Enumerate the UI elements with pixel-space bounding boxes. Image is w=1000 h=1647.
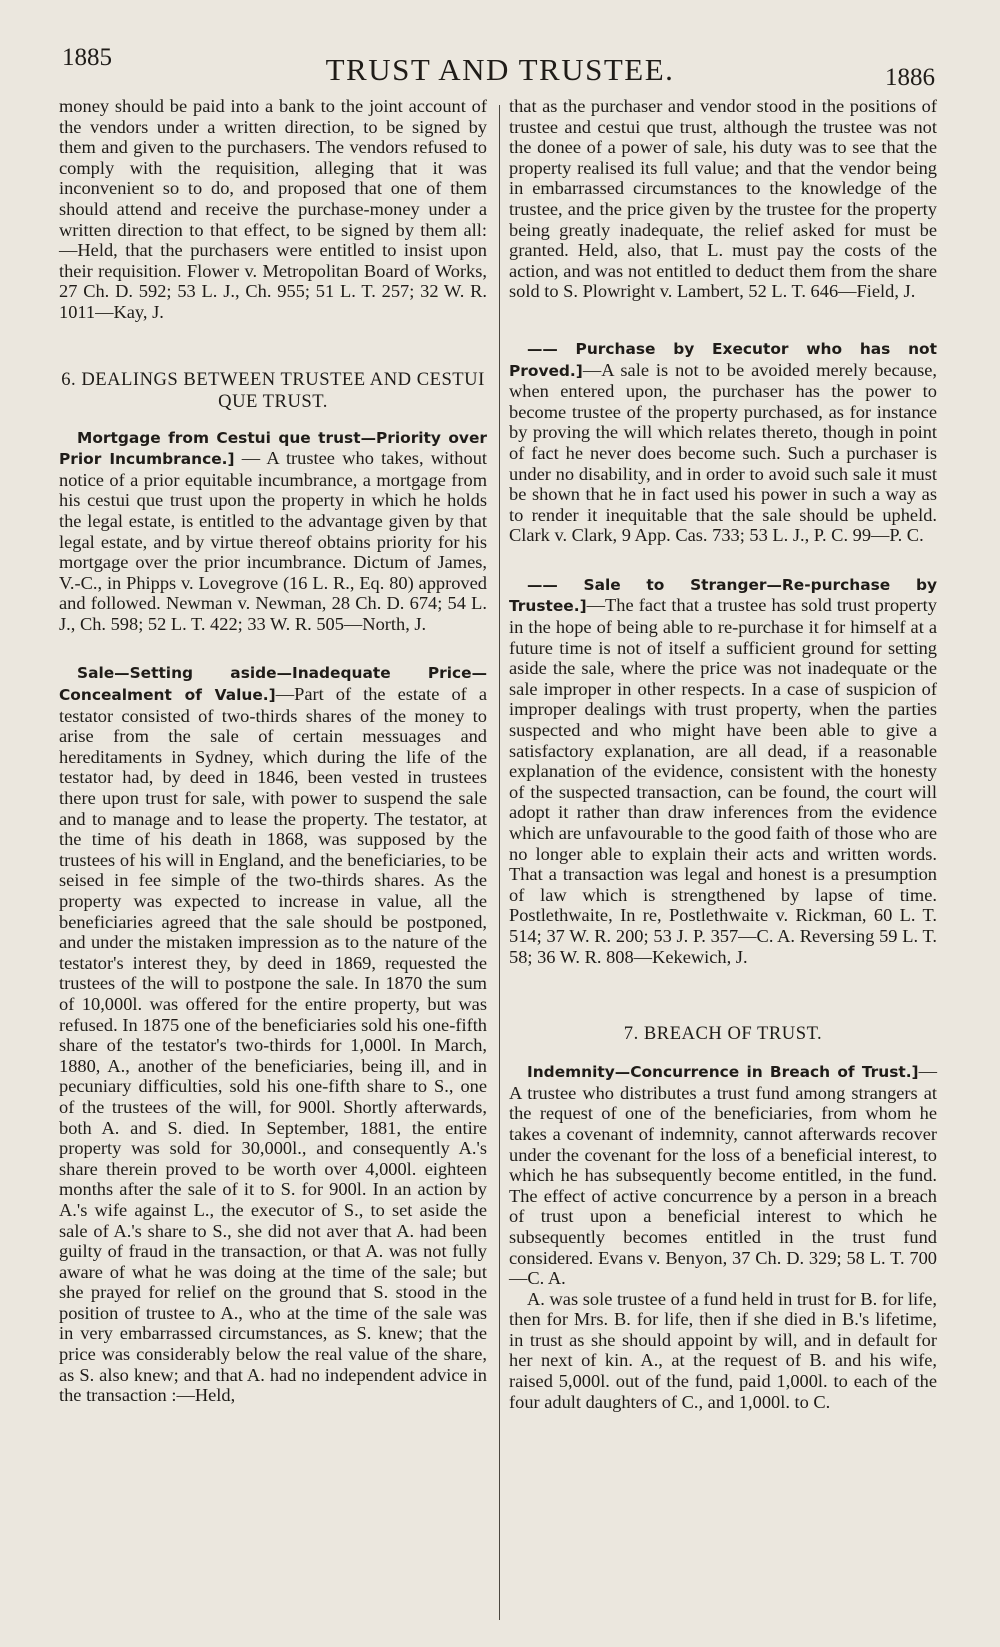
right-column <box>509 96 937 1412</box>
catchword-executor: —— Purchase by Executor who has not Proved.] <box>509 339 937 380</box>
section-heading-breach: 7. BREACH OF TRUST. <box>623 1023 823 1045</box>
body-indemnity: —A trustee who distributes a trust fund among strangers at the request of one of the beneficiaries, from whom he takes a covenant of indemnity, cannot afterwards recover under the covenant for the loss of a beneficial interest, to which he has subsequently become entitled, in the fund. The effect of active concurrence by a person in a breach of trust upon a beneficial interest to which he subsequently becomes entitled in the trust fund considered. Evans v. Benyon, 37 Ch. D. 329; 58 L. T. 700—C. A. <box>509 1061 937 1289</box>
catchword-indemnity: Indemnity—Concurrence in Breach of Trust.] <box>527 1063 919 1082</box>
paragraph-flower-case: money should be paid into a bank to the joint account of the vendors under a written direction, to be signed by them and given to the purchasers. The vendors refused to comply with the requisition, alleging that it was inconvenient so to do, and proposed that one of them should attend and receive the purchase-money under a written direction to that effect, to be signed by them all: —Held, that the purchasers were entitled to insist upon their requisition. Flower v. Metropolitan Board of Works, 27 Ch. D. 592; 53 L. J., Ch. 955; 51 L. T. 257; 32 W. R. 1011—Kay, J. <box>59 96 487 322</box>
paragraph-executor-not-proved <box>509 338 937 546</box>
catchword-sale: Sale—Setting aside—Inadequate Price—Concealment of Value.] <box>59 664 487 705</box>
catchword-stranger: —— Sale to Stranger—Re-purchase by Trustee.] <box>509 575 937 616</box>
paragraph-mortgage-priority <box>59 427 487 635</box>
body-mortgage: — A trustee who takes, without notice of a prior equitable incumbrance, a mortgage from his cestui que trust upon the property in which he holds the legal estate, is entitled to the advantage given by that legal estate, and by virtue thereof obtains priority for his mortgage over the prior incumbrance. Dictum of James, V.-C., in Phipps v. Lovegrove (16 L. R., Eq. 80) approved and followed. Newman v. Newman, 28 Ch. D. 674; 54 L. J., Ch. 598; 52 L. T. 422; 33 W. R. 505—North, J. <box>59 448 487 634</box>
column-number-left: 1885 <box>62 44 112 71</box>
left-column <box>59 96 487 1406</box>
paragraph-sale-to-stranger <box>509 574 937 967</box>
paragraph-sale-setting-aside <box>59 662 487 1405</box>
paragraph-indemnity <box>509 1061 937 1289</box>
paragraph-plowright-case: that as the purchaser and vendor stood in the positions of trustee and cestui que trust, although the trustee was not the donee of a power of sale, his duty was to see that the property realised its full value; and that the vendor being in embarrassed circumstances to the knowledge of the trustee, and the price given by the trustee for the property being greatly inadequate, the relief asked for must be granted. Held, also, that L. must pay the costs of the action, and was not entitled to deduct them from the share sold to S. Plowright v. Lambert, 52 L. T. 646—Field, J. <box>509 96 937 302</box>
body-executor: —A sale is not to be avoided merely because, when entered upon, the purchaser has the power to become trustee of the property purchased, as for instance by proving the will which relates thereto, though in point of fact he never does become such. Such a purchaser is under no disability, and in order to avoid such sale it must be shown that he in fact used his power in such a way as to render it inequitable that the sale should be upheld. Clark v. Clark, 9 App. Cas. 733; 53 L. J., P. C. 99—P. C. <box>509 359 937 546</box>
column-divider <box>499 105 500 1620</box>
running-title: TRUST AND TRUSTEE. <box>325 52 675 87</box>
section-heading-dealings: 6. DEALINGS BETWEEN TRUSTEE AND CESTUI QUE TRUST. <box>61 368 485 412</box>
column-number-right: 1886 <box>885 64 935 91</box>
paragraph-sole-trustee: A. was sole trustee of a fund held in trust for B. for life, then for Mrs. B. for life, then if she died in B.'s lifetime, in trust as she should appoint by will, and in default for her next of kin. A., at the request of B. and his wife, raised 5,000l. out of the fund, paid 1,000l. to each of the four adult daughters of C., and 1,000l. to C. <box>509 1288 937 1412</box>
body-sale: —Part of the estate of a testator consisted of two-thirds shares of the money to arise from the sale of certain messuages and hereditaments in Sydney, which during the life of the testator had, by deed in 1846, been vested in trustees there upon trust for sale, with power to suspend the sale and to manage and to lease the property. The testator, at the time of his death in 1868, was supposed by the trustees of his will in England, and the beneficiaries, to be seised in fee simple of the two-thirds shares. As the property was expected to increase in value, all the beneficiaries agreed that the sale should be postponed, and under the mistaken impression as to the nature of the testator's interest they, by deed in 1869, requested the trustees of the will to postpone the sale. In 1870 the sum of 10,000l. was offered for the entire property, but was refused. In 1875 one of the beneficiaries sold his one-fifth share of the testator's two-thirds for 1,000l. In March, 1880, A., another of the beneficiaries, being ill, and in pecuniary difficulties, sold his one-fifth share to S., one of the trustees of the will, for 900l. Shortly afterwards, both A. and S. died. In September, 1881, the entire property was sold for 30,000l., and consequently A.'s share therein proved to be worth over 4,000l. eighteen months after the sale of it to S. for 900l. In an action by A.'s wife against L., the executor of S., to set aside the sale of A.'s share to S., she did not aver that A. had been guilty of fraud in the transaction, or that A. was not fully aware of what he was doing at the time of the sale; but she prayed for relief on the ground that S. stood in the position of trustee to A., who at the time of the sale was in very embarrassed circumstances, as S. knew; that the price was considerably below the real value of the share, as S. also knew; and that A. had no independent advice in the transaction :—Held, <box>59 684 487 1406</box>
catchword-mortgage: Mortgage from Cestui que trust—Priority over Prior Incumbrance.] <box>59 428 487 469</box>
body-stranger: —The fact that a trustee has sold trust property in the hope of being able to re-purchase it for himself at a future time is not of itself a sufficient ground for setting aside the sale, where the price was not inadequate or the sale improper in other respects. In a case of suspicion of improper dealings with trust property, when the parties suspected and who might have been able to give a satisfactory explanation, are all dead, if a reasonable explanation of the evidence, consistent with the honesty of the suspected transaction, can be found, the court will adopt it rather than draw inferences from the evidence which are unfavourable to the good faith of those who are no longer able to explain their acts and written words. That a transaction was legal and honest is a presumption of law which is strengthened by lapse of time. Postlethwaite, In re, Postlethwaite v. Rickman, 60 L. T. 514; 37 W. R. 200; 53 J. P. 357—C. A. Reversing 59 L. T. 58; 36 W. R. 808—Kekewich, J. <box>509 595 937 967</box>
